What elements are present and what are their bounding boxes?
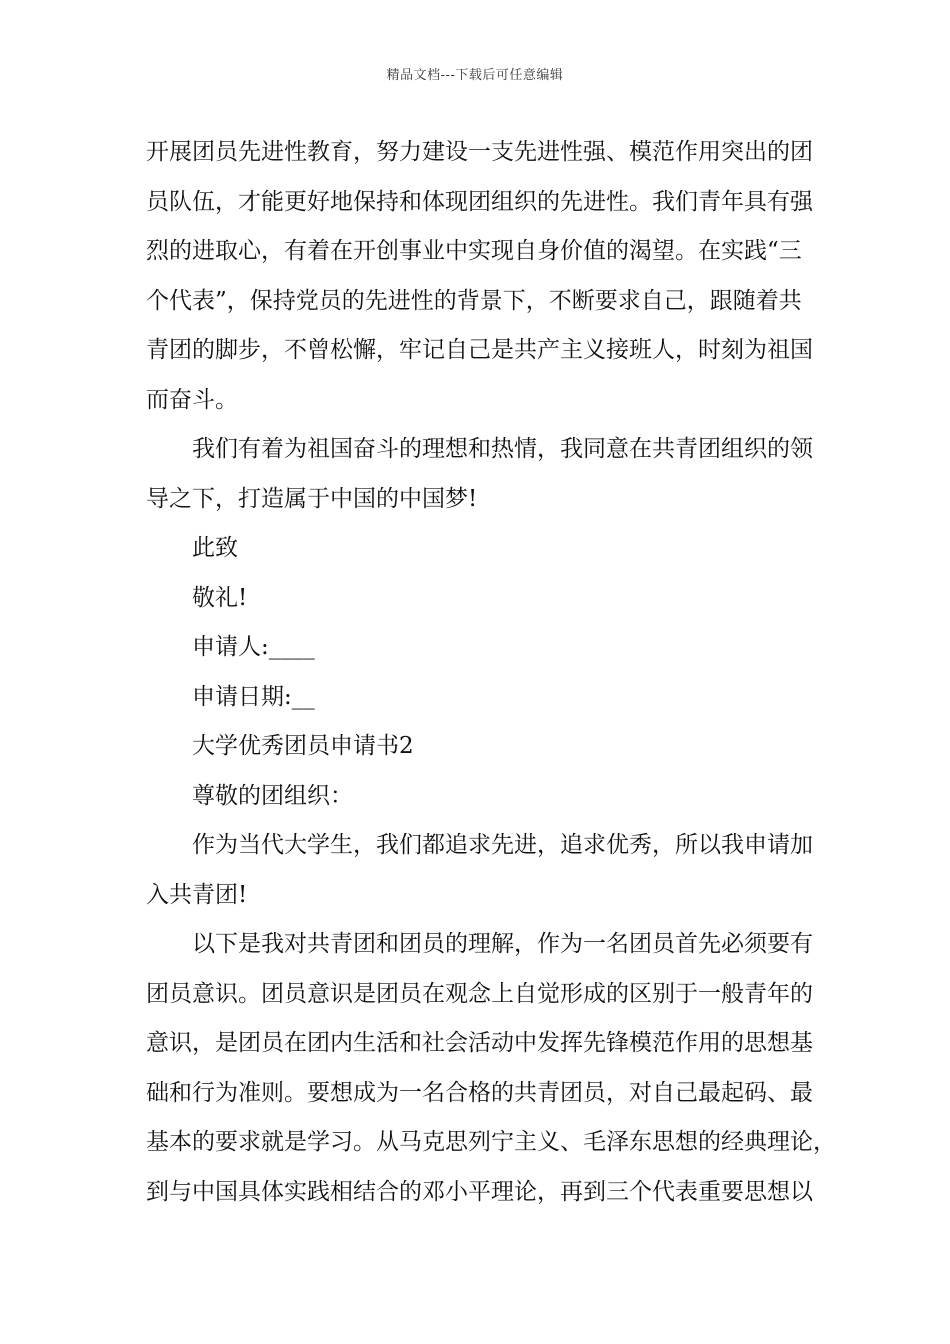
text-line: 而奋斗。: [146, 386, 238, 413]
text-line: 导之下，打造属于中国的中国梦!: [146, 485, 478, 512]
paragraph: [146, 920, 836, 1217]
text-line: 尊敬的团组织：: [192, 782, 353, 809]
paragraph: [146, 623, 830, 673]
paragraph: [146, 574, 830, 624]
document-body: [146, 128, 836, 1217]
text-line: 大学优秀团员申请书2: [192, 733, 414, 759]
paragraph: [146, 128, 830, 425]
text-line: 作为当代大学生，我们都追求先进，追求优秀，所以我申请加: [192, 832, 813, 858]
text-line: 申请人:____: [192, 634, 315, 660]
text-line: 础和行为准则。要想成为一名合格的共青团员，对自己最起码、最: [146, 1079, 813, 1106]
text-line: 敬礼!: [192, 584, 248, 611]
paragraph: [146, 772, 830, 822]
text-line: 申请日期:__: [192, 683, 315, 710]
text-line: 烈的进取心，有着在开创事业中实现自身价值的渴望。在实践“三: [146, 238, 802, 264]
text-line: 意识，是团员在团内生活和社会活动中发挥先锋模范作用的思想基: [146, 1030, 813, 1056]
text-line: 基本的要求就是学习。从马克思列宁主义、毛泽东思想的经典理论，: [146, 1129, 836, 1155]
text-line: 团员意识。团员意识是团员在观念上自觉形成的区别于一般青年的: [146, 980, 813, 1007]
text-line: 开展团员先进性教育，努力建设一支先进性强、模范作用突出的团: [146, 139, 813, 165]
text-line: 个代表”，保持党员的先进性的背景下，不断要求自己，跟随着共: [146, 287, 802, 314]
text-line: 到与中国具体实践相结合的邓小平理论，再到三个代表重要思想以: [146, 1178, 813, 1205]
page-header: 精品文档---下载后可任意编辑: [386, 68, 564, 83]
paragraph: [146, 821, 830, 920]
text-line: 以下是我对共青团和团员的理解，作为一名团员首先必须要有: [192, 931, 813, 957]
paragraph: [146, 673, 830, 723]
paragraph: [146, 722, 830, 772]
paragraph: [146, 524, 830, 574]
text-line: 入共青团!: [146, 881, 248, 908]
paragraph: [146, 425, 830, 524]
text-line: 青团的脚步，不曾松懈，牢记自己是共产主义接班人，时刻为祖国: [146, 337, 813, 363]
text-line: 员队伍，才能更好地保持和体现团组织的先进性。我们青年具有强: [146, 188, 813, 215]
text-line: 此致: [192, 535, 238, 561]
text-line: 我们有着为祖国奋斗的理想和热情，我同意在共青团组织的领: [192, 436, 813, 462]
